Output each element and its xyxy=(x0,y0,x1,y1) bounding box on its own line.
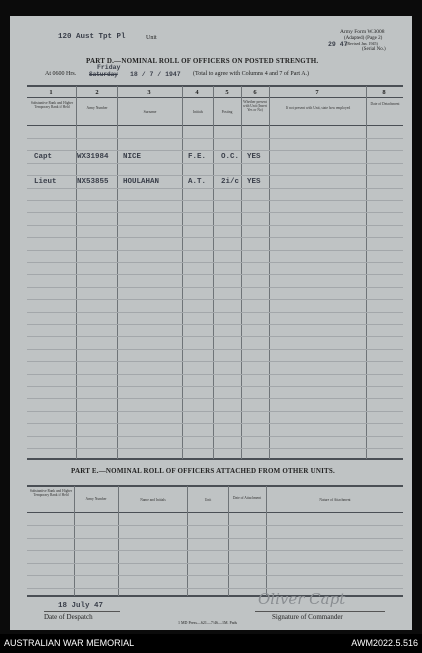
despatch-date: 18 July 47 xyxy=(58,602,104,610)
col-header: Army Number xyxy=(86,106,108,110)
ruled-line xyxy=(27,525,403,526)
col-divider xyxy=(213,86,214,459)
col-header: Initials xyxy=(193,110,203,114)
despatch-line xyxy=(44,611,120,612)
unit-name: 120 Aust Tpt Pl xyxy=(58,33,126,41)
table-top-border xyxy=(27,85,403,87)
col-header: Nature of Attachment xyxy=(319,498,351,502)
col-header: Surname xyxy=(143,110,157,114)
col-number: 5 xyxy=(225,89,229,96)
col-number: 1 xyxy=(49,89,53,96)
col-number: 7 xyxy=(315,89,319,96)
col-divider xyxy=(266,486,267,596)
ruled-line xyxy=(27,336,403,337)
form-adapted: (Adapted) (Page 2) xyxy=(344,36,383,41)
row-initials: F.E. xyxy=(188,153,207,161)
ruled-line xyxy=(27,563,403,564)
col-header: If not present with Unit, state how employed xyxy=(285,106,351,110)
col-number: 6 xyxy=(253,89,257,96)
serial-label: (Serial No.) xyxy=(362,47,386,52)
col-number: 8 xyxy=(382,89,386,96)
col-header: Date of Attachment xyxy=(232,496,262,500)
col-header: Unit xyxy=(204,498,212,502)
row-surname: HOULAHAN xyxy=(123,178,160,186)
col-header: Whether present with Unit (Insert Yes or No) xyxy=(243,100,267,112)
row-rank: Lieut xyxy=(34,178,57,186)
column-number-divider xyxy=(27,97,403,98)
col-divider xyxy=(269,86,270,459)
row-army-number: NX53855 xyxy=(77,178,109,186)
ruled-line xyxy=(27,287,403,288)
col-number: 3 xyxy=(147,89,151,96)
credit-right: AWM2022.5.516 xyxy=(351,638,418,648)
col-divider xyxy=(187,486,188,596)
day-struck: Saturday xyxy=(89,71,118,78)
col-divider xyxy=(366,86,367,459)
ruled-line xyxy=(27,175,403,176)
col-divider xyxy=(117,86,118,459)
day-correction: Friday xyxy=(97,64,121,71)
col-header: Army Number xyxy=(85,497,107,501)
ruled-line xyxy=(27,299,403,300)
row-posting: 2i/c xyxy=(221,178,240,186)
ruled-line xyxy=(27,200,403,201)
ruled-line xyxy=(27,274,403,275)
form-title: Army Form W.3008 xyxy=(340,29,385,35)
time-line-suffix: (Total to agree with Columns 4 and 7 of Part A.) xyxy=(193,71,310,77)
col-divider xyxy=(76,86,77,459)
ruled-line xyxy=(27,324,403,325)
ruled-line xyxy=(27,212,403,213)
col-divider xyxy=(228,486,229,596)
credit-left: AUSTRALIAN WAR MEMORIAL xyxy=(4,638,135,648)
ruled-line xyxy=(27,237,403,238)
ruled-line xyxy=(27,538,403,539)
ruled-line xyxy=(27,550,403,551)
col-header: Substantive Rank and Higher Temporary Rank if Held xyxy=(29,489,73,497)
row-army-number: WX31984 xyxy=(77,153,109,161)
col-divider xyxy=(241,86,242,459)
ruled-line xyxy=(27,575,403,576)
ruled-line xyxy=(27,138,403,139)
serial-number: 29 47 xyxy=(328,41,348,48)
ruled-line xyxy=(27,349,403,350)
commander-signature: Oliver Capt xyxy=(258,590,346,608)
ruled-line xyxy=(27,312,403,313)
col-number: 2 xyxy=(95,89,99,96)
col-header: Posting xyxy=(221,110,233,114)
time-line-prefix: At 0600 Hrs. xyxy=(45,71,77,77)
printer-imprint: 1 MD Press—621—7/46—1M. Pads xyxy=(178,620,238,625)
ruled-line xyxy=(27,188,403,189)
col-divider xyxy=(118,486,119,596)
ruled-line xyxy=(27,361,403,362)
ruled-line xyxy=(27,374,403,375)
col-number: 4 xyxy=(195,89,199,96)
ruled-line xyxy=(27,262,403,263)
row-present: YES xyxy=(247,178,261,186)
ruled-line xyxy=(27,150,403,151)
ruled-line xyxy=(27,163,403,164)
row-posting: O.C. xyxy=(221,153,240,161)
header-bottom-border xyxy=(27,512,403,513)
ruled-line xyxy=(27,398,403,399)
part-d-title: PART D.—NOMINAL ROLL OF OFFICERS ON POSTED STRENGTH. xyxy=(86,57,319,65)
table-top-border xyxy=(27,485,403,487)
roll-date: 18 / 7 / 1947 xyxy=(130,71,181,78)
commander-label: Signature of Commander xyxy=(272,613,343,621)
ruled-line xyxy=(27,250,403,251)
ruled-line xyxy=(27,588,403,589)
row-surname: NICE xyxy=(123,153,142,161)
col-header: Substantive Rank and Higher Temporary Rank if Held xyxy=(30,101,74,109)
row-present: YES xyxy=(247,153,261,161)
despatch-label: Date of Despatch xyxy=(44,613,93,621)
table-bottom-border xyxy=(27,595,403,597)
unit-label: Unit xyxy=(146,35,157,41)
ruled-line xyxy=(27,411,403,412)
row-initials: A.T. xyxy=(188,178,207,186)
part-e-title: PART E.—NOMINAL ROLL OF OFFICERS ATTACHED FROM OTHER UNITS. xyxy=(71,467,335,475)
col-divider xyxy=(182,86,183,459)
col-divider xyxy=(74,486,75,596)
credit-bar xyxy=(0,634,422,653)
signature-line xyxy=(255,611,385,612)
ruled-line xyxy=(27,423,403,424)
ruled-line xyxy=(27,448,403,449)
col-header: Date of Detachment xyxy=(370,102,400,106)
form-revised: (Revised Jan. 1945) xyxy=(346,41,378,46)
header-bottom-border xyxy=(27,125,403,126)
ruled-line xyxy=(27,436,403,437)
table-bottom-border xyxy=(27,458,403,460)
col-header: Name and Initials xyxy=(140,498,166,502)
row-rank: Capt xyxy=(34,153,53,161)
ruled-line xyxy=(27,225,403,226)
ruled-line xyxy=(27,386,403,387)
